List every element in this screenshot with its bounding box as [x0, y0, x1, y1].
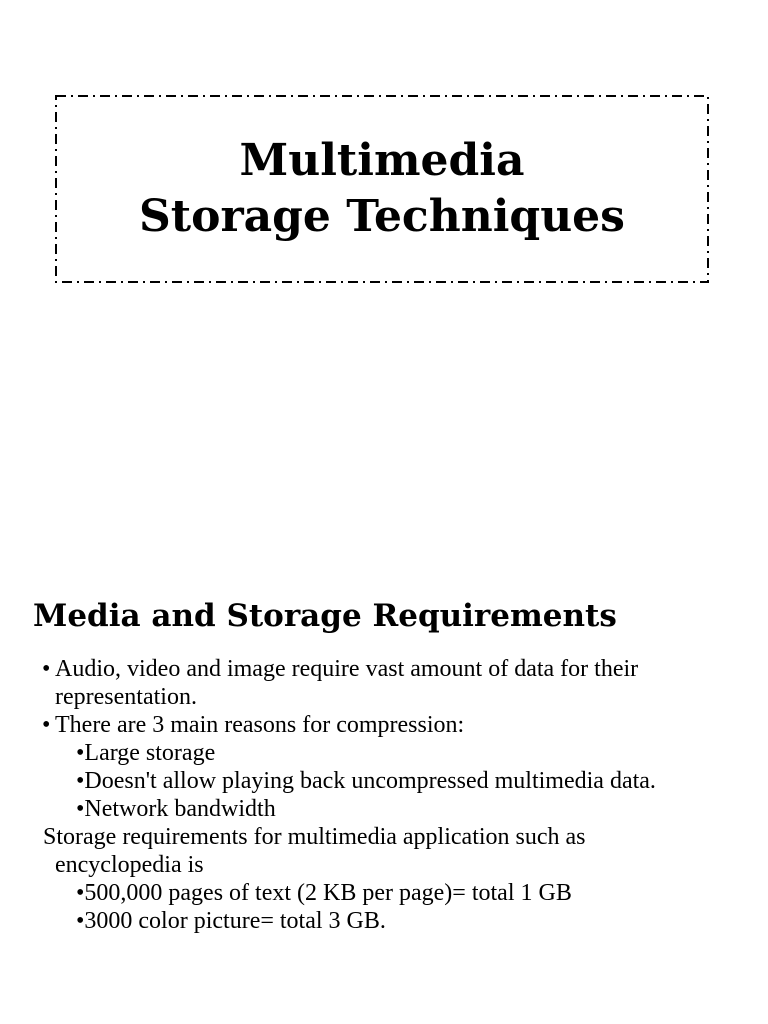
bullet-text: Audio, video and image require vast amount of data for their: [55, 656, 639, 682]
sub-bullet-item: •500,000 pages of text (2 KB per page)= total 1 GB: [76, 880, 572, 906]
bullet-text: There are 3 main reasons for compression:: [55, 712, 465, 738]
paragraph-continuation: encyclopedia is: [55, 852, 204, 878]
bullet-marker: •: [42, 656, 51, 682]
sub-bullet-item: •Doesn't allow playing back uncompressed multimedia data.: [76, 768, 656, 794]
bullet-marker: •: [42, 712, 51, 738]
title-line-1: Multimedia: [239, 135, 525, 186]
title-box: [55, 95, 709, 283]
section-body: [0, 655, 768, 935]
sub-bullet-item: •Large storage: [76, 740, 216, 766]
sub-bullet-item: •3000 color picture= total 3 GB.: [76, 908, 386, 934]
bullet-item: [0, 711, 768, 739]
sub-bullet-item: •Network bandwidth: [76, 796, 276, 822]
bullet-item: [0, 655, 768, 683]
bullet-continuation: representation.: [55, 684, 197, 710]
title-line-2: Storage Techniques: [139, 191, 625, 242]
section-heading: Media and Storage Requirements: [33, 598, 617, 634]
page-title: [55, 133, 709, 245]
paragraph-line: Storage requirements for multimedia application such as: [43, 824, 586, 850]
